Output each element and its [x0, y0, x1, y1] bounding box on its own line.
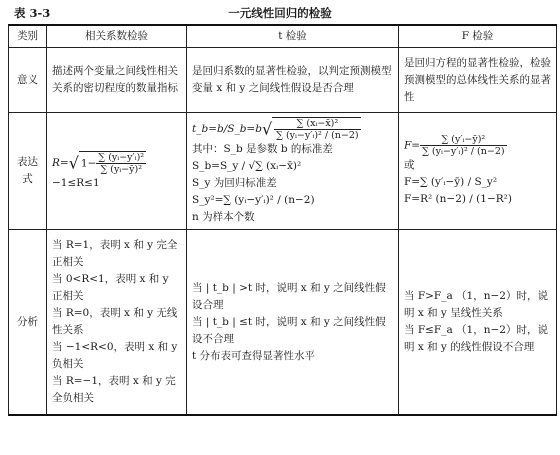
expression-t — [187, 113, 399, 230]
t-sy-formula: S_y²=∑ (yᵢ−y′ᵢ)² / (n−2) — [192, 193, 315, 206]
list-item: 当 R=0，表明 x 和 y 无线性关系 — [52, 307, 178, 336]
r-denominator: ∑ (yᵢ−ȳ)² — [100, 163, 143, 175]
analysis-t — [187, 230, 399, 416]
table-number: 表 3-3 — [14, 6, 51, 20]
r-lhs: R= — [52, 156, 69, 169]
f-lhs: F= — [404, 139, 421, 152]
list-item: 当 −1<R<0，表明 x 和 y 负相关 — [52, 341, 178, 370]
meaning-row — [9, 48, 557, 113]
r-radicand — [79, 151, 146, 175]
meaning-f: 是回归方程的显著性检验，检验预测模型的总体线性关系的显著性 — [399, 48, 557, 113]
header-t-test: t 检验 — [187, 25, 399, 48]
f-alt1: F=∑ (y′ᵢ−ȳ) / S_y² — [404, 176, 498, 188]
f-numerator: ∑ (y′ᵢ−ȳ)² — [420, 134, 506, 146]
r-numerator: ∑ (yᵢ−y′ᵢ)² — [98, 151, 145, 163]
t-fraction — [272, 117, 360, 141]
sqrt-symbol: √ — [261, 119, 273, 138]
list-item: t 分布表可查得显著性水平 — [192, 349, 316, 362]
analysis-f — [399, 230, 557, 416]
sqrt-symbol: √ — [68, 153, 79, 172]
expression-f — [399, 113, 557, 230]
t-sy-desc: S_y 为回归标准差 — [192, 176, 277, 189]
meaning-correlation: 描述两个变量之间线性相关关系的密切程度的数量指标 — [47, 48, 187, 113]
list-item: 当 | t_b | ≤t 时，说明 x 和 y 之间线性假设不合理 — [192, 315, 386, 345]
f-formula — [404, 134, 551, 157]
table-title: 一元线性回归的检验 — [228, 6, 332, 20]
list-item: 当 0<R<1，表明 x 和 y 正相关 — [52, 273, 169, 302]
meaning-t: 是回归系数的显著性检验，以判定预测模型变量 x 和 y 之间线性假设是否合理 — [187, 48, 399, 113]
list-item: 当 F≤F_a （1，n−2）时，说明 x 和 y 的线性假设不合理 — [404, 324, 548, 353]
list-item: 当 R=1，表明 x 和 y 完全正相关 — [52, 239, 178, 268]
analysis-label: 分析 — [9, 230, 47, 416]
header-correlation-test: 相关系数检验 — [47, 25, 187, 48]
expression-correlation — [47, 113, 187, 230]
f-or: 或 — [404, 159, 415, 171]
t-n-desc: n 为样本个数 — [192, 210, 255, 223]
analysis-row — [9, 230, 557, 416]
list-item: 当 | t_b | >t 时，说明 x 和 y 之间线性假设合理 — [192, 281, 386, 311]
table-caption — [0, 2, 560, 24]
f-alt2: F=R² (n−2) / (1−R²) — [404, 193, 512, 205]
t-formula — [192, 117, 393, 141]
t-denominator: ∑ (yᵢ−y′ᵢ)² / (n−2) — [276, 129, 359, 141]
f-fraction — [420, 134, 506, 157]
r-fraction — [96, 152, 146, 175]
meaning-label: 意义 — [9, 48, 47, 113]
f-denominator: ∑ (yᵢ−y′ᵢ)² / (n−2) — [422, 146, 505, 157]
r-range: −1≤R≤1 — [52, 176, 100, 189]
expression-label: 表达式 — [9, 113, 47, 230]
t-where: 其中：S_b 是参数 b 的标准差 — [192, 142, 333, 155]
analysis-correlation — [47, 230, 187, 416]
t-sb-formula: S_b=S_y / √∑ (xᵢ−x̄)² — [192, 159, 302, 172]
regression-test-table — [8, 24, 557, 416]
r-one-minus: 1− — [80, 157, 97, 169]
t-lhs: t_b=b/S_b=b — [192, 122, 262, 135]
header-row — [9, 25, 557, 48]
header-f-test: F 检验 — [399, 25, 557, 48]
list-item: 当 R=−1，表明 x 和 y 完全负相关 — [52, 375, 176, 404]
expression-row — [9, 113, 557, 230]
r-formula — [52, 151, 181, 175]
header-category: 类别 — [9, 25, 47, 48]
t-numerator: ∑ (xᵢ−x̄)² — [274, 118, 360, 130]
list-item: 当 F>F_a （1，n−2）时，说明 x 和 y 呈线性关系 — [404, 290, 548, 319]
